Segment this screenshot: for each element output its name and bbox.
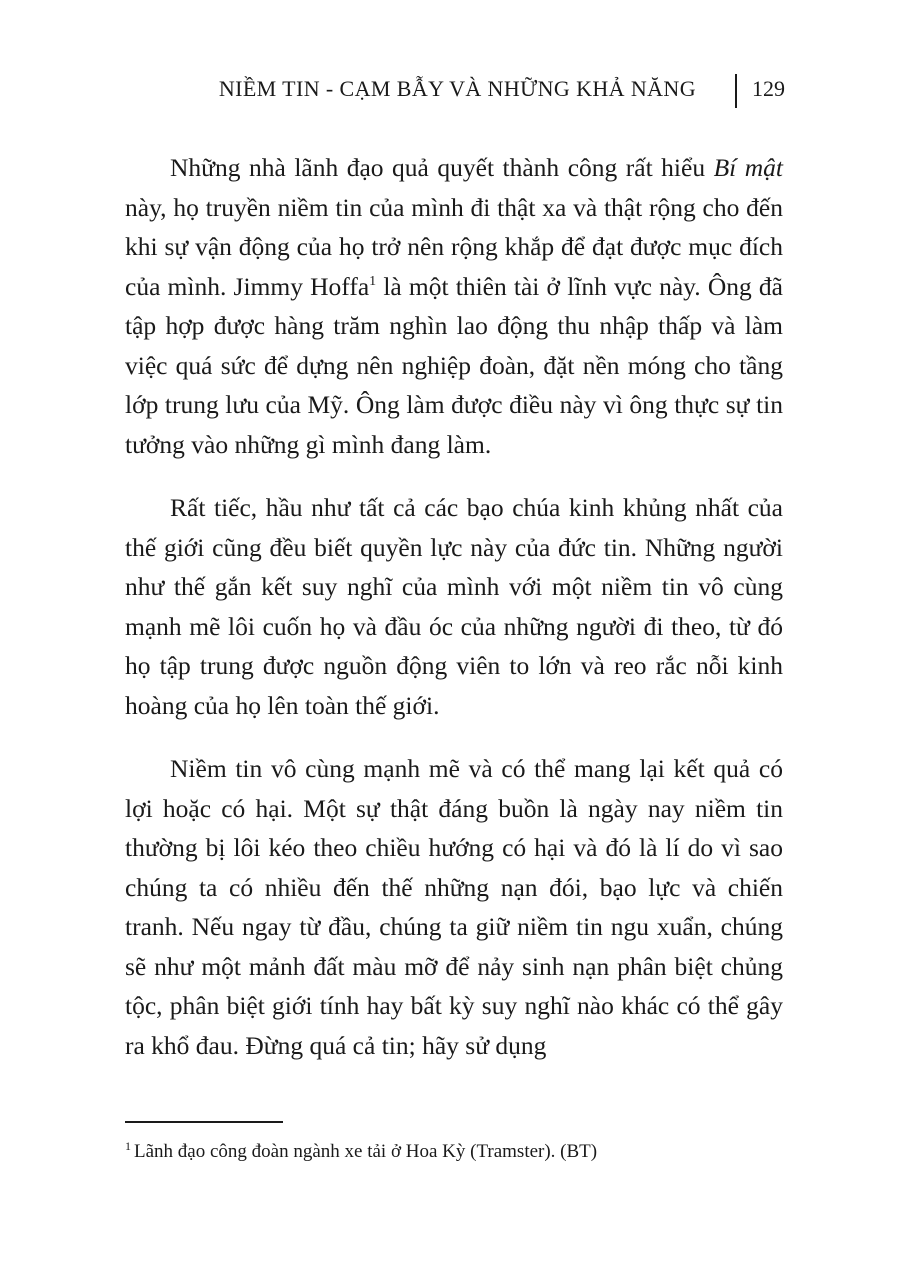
paragraph-1-italic-term: Bí mật (713, 153, 783, 182)
page-number: 129 (752, 76, 785, 101)
paragraph-3: Niềm tin vô cùng mạnh mẽ và có thể mang lại kết quả có lợi hoặc có hại. Một sự thật đáng buồn là ngày nay niềm tin thường bị lôi kéo theo chiều hướng có hại và đó là lí do vì sao chúng ta có nhiều đến thế những nạn đói, bạo lực và chiến tranh. Nếu ngay từ đầu, chúng ta giữ niềm tin ngu xuẩn, chúng sẽ như một mảnh đất màu mỡ để nảy sinh nạn phân biệt chủng tộc, phân biệt giới tính hay bất kỳ suy nghĩ nào khác có thể gây ra khổ đau. Đừng quá cả tin; hãy sử dụng (125, 754, 783, 1060)
header-divider (735, 74, 737, 108)
running-head (0, 74, 910, 108)
paragraph-1-text-b: này, họ truyền niềm tin của mình đi thật xa và thật rộng cho đến khi sự vận động của họ trở nên rộng khắp để đạt được mục đích của mình. Jimmy Hoffa (125, 192, 783, 301)
footnote-reference: 1 (369, 273, 377, 289)
paragraph-1-text-a: Những nhà lãnh đạo quả quyết thành công rất hiểu (170, 153, 714, 182)
footnote-text: Lãnh đạo công đoàn ngành xe tải ở Hoa Kỳ (Tramster). (BT) (134, 1141, 598, 1162)
body-text (125, 148, 783, 1089)
footnote-marker: 1 (125, 1139, 131, 1153)
running-title: NIỀM TIN - CẠM BẪY VÀ NHỮNG KHẢ NĂNG (218, 76, 696, 101)
paragraph-2: Rất tiếc, hầu như tất cả các bạo chúa kinh khủng nhất của thế giới cũng đều biết quyền lực này của đức tin. Những người như thế gắn kết suy nghĩ của mình với một niềm tin vô cùng mạnh mẽ lôi cuốn họ và đầu óc của những người đi theo, từ đó họ tập trung được nguồn động viên to lớn và reo rắc nỗi kinh hoàng của họ lên toàn thế giới. (125, 493, 783, 720)
paragraph-1-text-c: là một thiên tài ở lĩnh vực này. Ông đã tập hợp được hàng trăm nghìn lao động thu nhập thấp và làm việc quá sức để dựng nên nghiệp đoàn, đặt nền móng cho tầng lớp trung lưu của Mỹ. Ông làm được điều này vì ông thực sự tin tưởng vào những gì mình đang làm. (125, 271, 783, 459)
footnote-divider (125, 1121, 283, 1123)
paragraph-1 (125, 148, 783, 464)
footnote (125, 1138, 785, 1166)
